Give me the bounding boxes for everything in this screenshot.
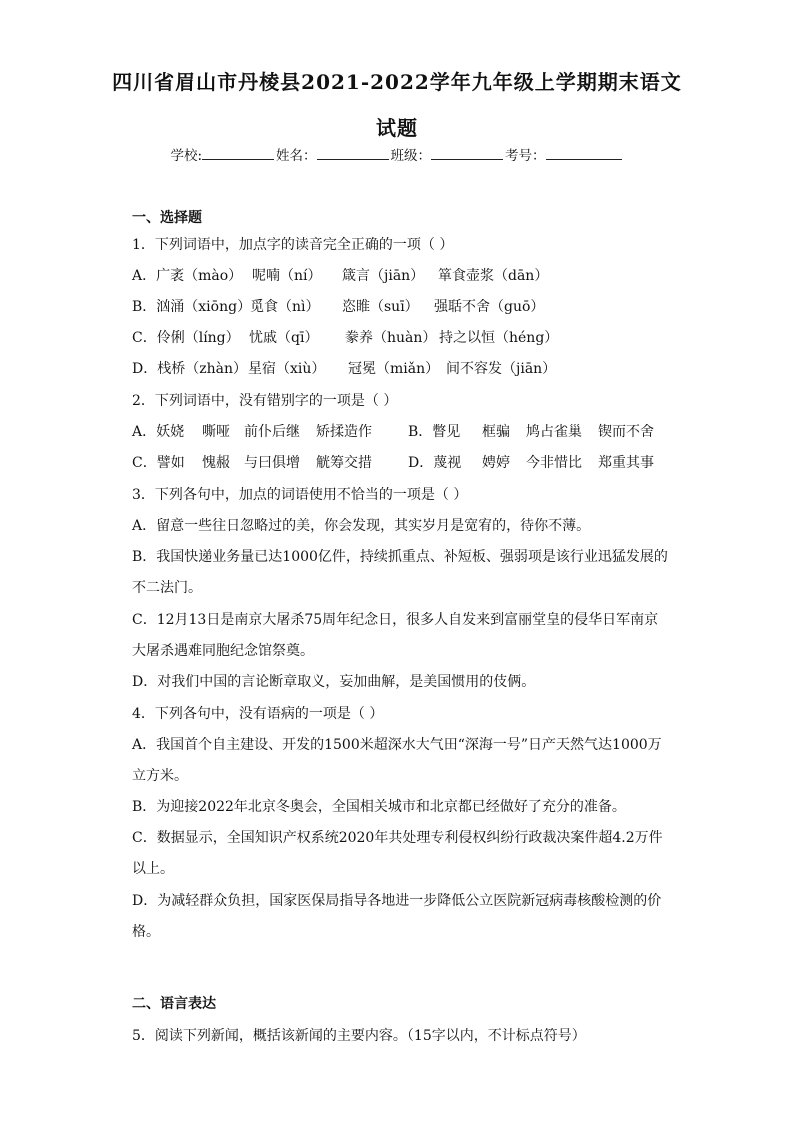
q1-option-d[interactable] (132, 358, 556, 378)
q2-a-item: 矫揉造作 (316, 424, 372, 440)
q1-a-item: 箪食壶浆（dān） (438, 268, 549, 284)
q1-b-item: 恣睢（suī） (342, 299, 419, 315)
exam-title-line2: 试题 (376, 116, 418, 140)
q1-b-item: B．汹涌（xiōng） (132, 299, 252, 315)
q3-option-c-cont: 大屠杀遇难同胞纪念馆祭奠。 (132, 643, 314, 659)
q1-option-b[interactable] (132, 296, 544, 316)
q2-option-d[interactable] (408, 455, 654, 471)
q1-c-item: 忧戚（qī） (249, 330, 319, 346)
exam-no-blank[interactable] (546, 145, 622, 160)
q1-a-item: A．广袤（mào） (132, 268, 243, 284)
q5-stem: 5．阅读下列新闻，概括该新闻的主要内容。（15字以内，不计标点符号） (132, 1028, 586, 1044)
q2-options-cd (132, 452, 654, 472)
exam-title-line1: 四川省眉山市丹棱县2021-2022学年九年级上学期期末语文 (112, 70, 682, 94)
class-label: 班级： (390, 148, 432, 164)
q2-b-item: 鸠占雀巢 (526, 424, 582, 440)
q1-c-item: 豢养（huàn） (345, 330, 437, 346)
q3-stem: 3．下列各句中，加点的词语使用不恰当的一项是（ ） (132, 487, 468, 503)
q1-d-item: D．栈桥（zhàn） (132, 361, 247, 377)
q1-a-item: 箴言（jiān） (342, 268, 425, 284)
q1-c-item: C．伶俐（líng） (132, 330, 240, 346)
q1-a-item: 呢喃（ní） (252, 268, 322, 284)
name-blank[interactable] (317, 145, 389, 160)
class-blank[interactable] (431, 145, 503, 160)
q1-d-item: 间不容发（jiān） (446, 361, 557, 377)
q2-a-item: 前仆后继 (244, 424, 300, 440)
q2-a-item: A．妖娆 (132, 424, 185, 440)
q1-stem: 1．下列词语中，加点字的读音完全正确的一项（ ） (132, 237, 454, 253)
q2-c-item: 愧赧 (202, 455, 230, 471)
q2-options-ab (132, 421, 654, 441)
q3-option-c[interactable]: C．12月13日是南京大屠杀75周年纪念日，很多人自发来到富丽堂皇的侵华日军南京 (132, 612, 659, 628)
q2-option-a[interactable] (132, 424, 408, 440)
q1-d-item: 冠冕（miǎn） (348, 361, 440, 377)
section-heading-choice: 一、选择题 (132, 210, 202, 226)
section-heading-language: 二、语言表达 (132, 996, 216, 1012)
name-label: 姓名： (276, 148, 317, 164)
q3-option-d[interactable]: D．对我们中国的言论断章取义，妄加曲解，是美国惯用的伎俩。 (132, 674, 536, 690)
q2-option-b[interactable] (408, 424, 654, 440)
q3-option-a[interactable]: A．留意一些往日忽略过的美，你会发现，其实岁月是宽宥的，待你不薄。 (132, 518, 591, 534)
q1-option-a[interactable] (132, 265, 548, 285)
q4-option-a-cont: 立方米。 (132, 768, 188, 784)
q4-option-c[interactable]: C．数据显示，全国知识产权系统2020年共处理专利侵权纠纷行政裁决案件超4.2万件 (132, 830, 663, 846)
q2-a-item: 嘶哑 (202, 424, 230, 440)
q3-option-b[interactable]: B．我国快递业务量已达1000亿件，持续抓重点、补短板、强弱项是该行业迅猛发展的 (132, 549, 668, 565)
q2-b-item: B．瞥见 (408, 424, 461, 440)
q1-d-item: 星宿（xiù） (248, 361, 326, 377)
q2-d-item: 郑重其事 (598, 455, 654, 471)
q2-c-item: 与曰俱增 (244, 455, 300, 471)
q2-d-item: 娉婷 (482, 455, 510, 471)
q1-b-item: 强聒不舍（guō） (434, 299, 545, 315)
q4-option-d-cont: 格。 (132, 924, 160, 940)
school-blank[interactable] (202, 145, 274, 160)
q2-d-item: 今非惜比 (526, 455, 582, 471)
school-label: 学校: (170, 148, 203, 164)
q1-b-item: 觅食（nì） (250, 299, 320, 315)
q2-option-c[interactable] (132, 455, 408, 471)
q2-d-item: D．蔑视 (408, 455, 462, 471)
exam-no-label: 考号： (505, 148, 546, 164)
q4-option-a[interactable]: A．我国首个自主建设、开发的1500米超深水大气田“深海一号”日产天然气达1000万 (132, 737, 662, 753)
q4-stem: 4．下列各句中，没有语病的一项是（ ） (132, 706, 384, 722)
q2-c-item: 觥筹交措 (316, 455, 372, 471)
q4-option-b[interactable]: B．为迎接2022年北京冬奥会，全国相关城市和北京都已经做好了充分的准备。 (132, 799, 626, 815)
q2-b-item: 框骗 (482, 424, 510, 440)
student-info-line (0, 144, 794, 164)
q2-c-item: C．譬如 (132, 455, 185, 471)
q1-c-item: 持之以恒（héng） (439, 330, 559, 346)
q2-stem: 2．下列词语中，没有错别字的一项是（ ） (132, 393, 398, 409)
q2-b-item: 锲而不舍 (598, 424, 654, 440)
q1-option-c[interactable] (132, 327, 558, 347)
q3-option-b-cont: 不二法门。 (132, 580, 202, 596)
q4-option-c-cont: 以上。 (132, 861, 174, 877)
q4-option-d[interactable]: D．为减轻群众负担，国家医保局指导各地进一步降低公立医院新冠病毒核酸检测的价 (132, 893, 662, 909)
